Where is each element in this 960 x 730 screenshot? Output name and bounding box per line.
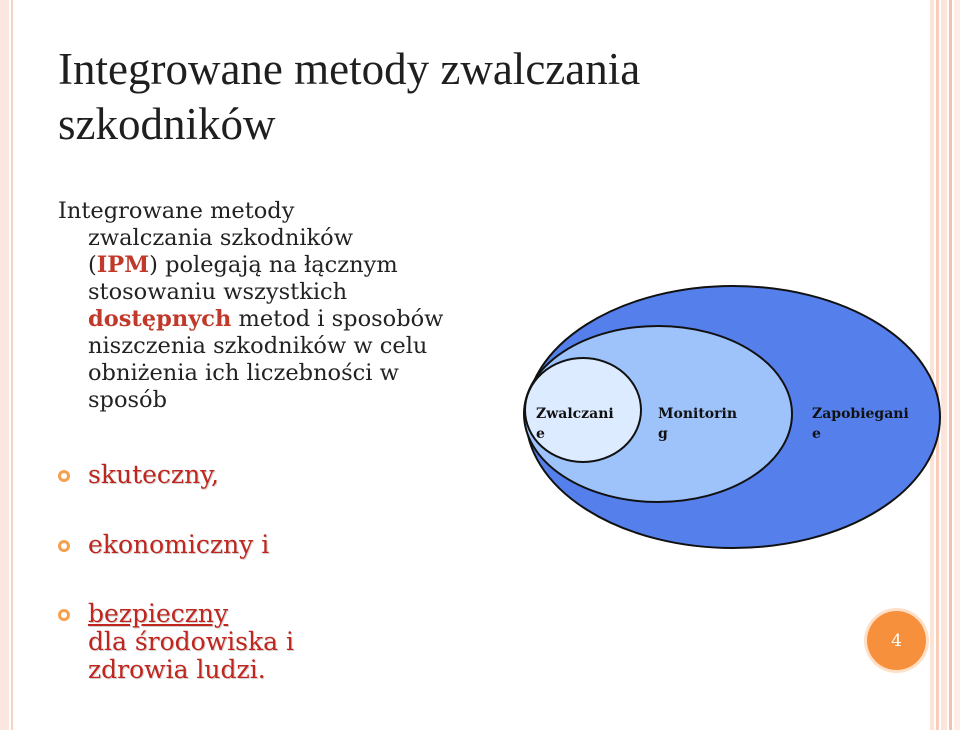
dostepnych-highlight: dostępnych	[88, 306, 232, 332]
intro-line-2: zwalczania szkodników	[88, 225, 353, 251]
intro-line-7: obniżenia ich liczebności w	[88, 360, 399, 386]
bullet-text-rest: dla środowiska i	[88, 627, 294, 656]
bullet-text-line-2: zdrowia ludzi.	[88, 655, 266, 684]
bullet-ring-icon	[58, 470, 70, 482]
intro-line-4: stosowaniu wszystkich	[88, 279, 348, 305]
bullet-text: ekonomiczny i	[88, 530, 270, 559]
intro-line-3-rest: ) polegają na łącznym	[149, 252, 398, 278]
left-border-line	[11, 0, 13, 730]
intro-line-1: Integrowane metody	[58, 198, 295, 224]
nested-ellipse-diagram	[518, 282, 948, 554]
page-number-badge: 4	[867, 611, 926, 670]
bezpieczny-underlined: bezpieczny	[88, 599, 229, 628]
intro-line-6: niszczenia szkodników w celu	[88, 333, 428, 359]
bullet-text-line-1	[88, 600, 294, 656]
ipm-highlight: IPM	[96, 252, 150, 278]
left-border-decoration	[0, 0, 9, 730]
bullet-text	[88, 600, 294, 684]
intro-line-3	[58, 252, 488, 279]
inner-label: Zwalczani e	[536, 406, 614, 442]
bullet-ring-icon	[58, 609, 70, 621]
intro-line-8: sposób	[88, 387, 167, 413]
middle-label: Monitorin g	[658, 406, 738, 442]
slide-title	[58, 42, 758, 152]
title-line-2: szkodników	[58, 99, 276, 149]
paren-open: (	[88, 252, 97, 278]
bullet-ring-icon	[58, 540, 70, 552]
title-line-1: Integrowane metody zwalczania	[58, 44, 641, 94]
intro-line-5	[58, 306, 488, 333]
intro-line-5-rest: metod i sposobów	[231, 306, 444, 332]
outer-label: Zapobiegani e	[812, 406, 909, 442]
bullet-text: skuteczny,	[88, 460, 219, 489]
intro-paragraph	[58, 198, 488, 414]
